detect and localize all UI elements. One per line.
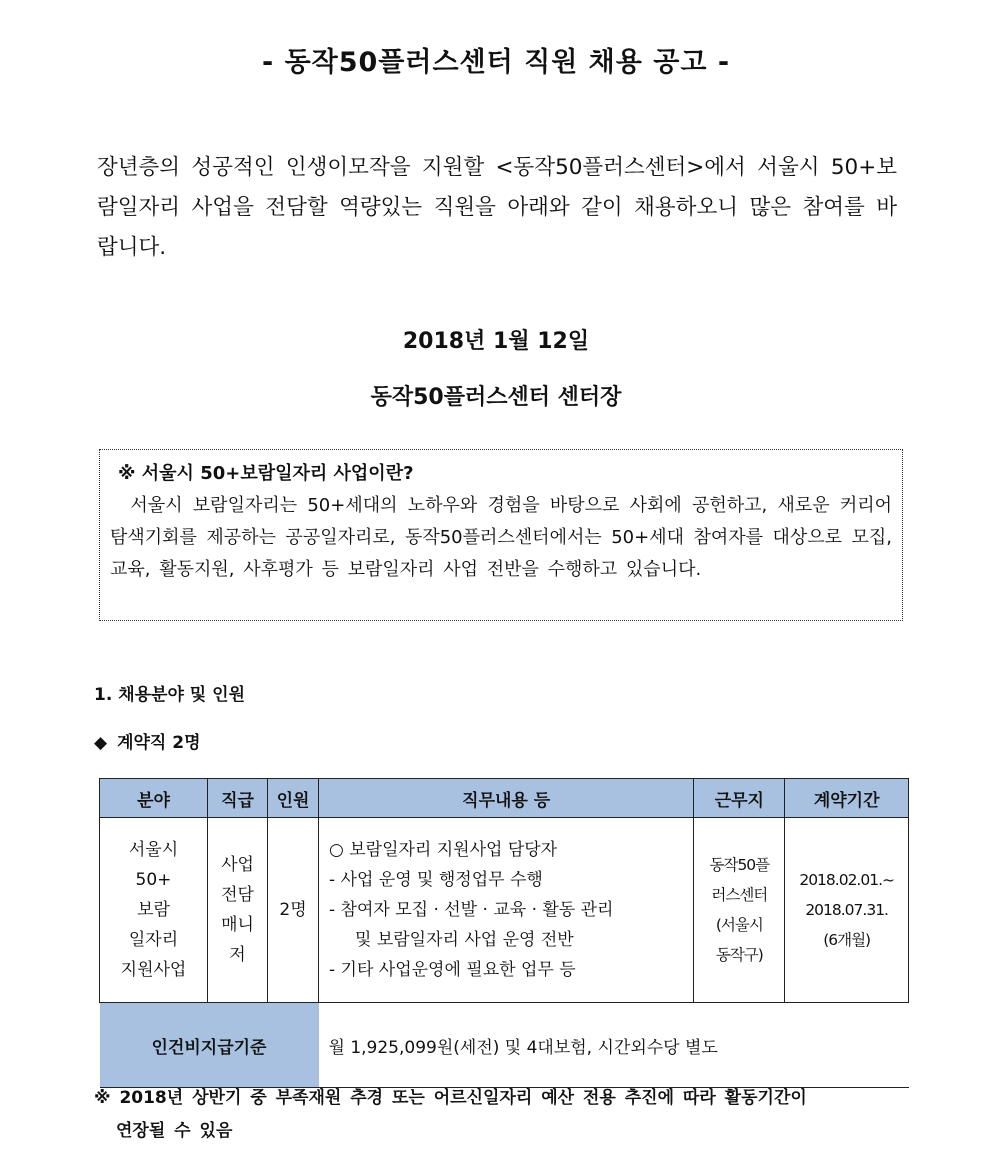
duty-line: - 참여자 모집 · 선발 · 교육 · 활동 관리 xyxy=(329,900,614,920)
duty-line: 및 보람일자리 사업 운영 전반 xyxy=(355,930,574,950)
cell-line: 러스센터 xyxy=(711,886,768,904)
header-field: 분야 xyxy=(100,779,208,818)
info-box xyxy=(99,449,903,621)
duty-line: - 사업 운영 및 행정업무 수행 xyxy=(329,870,543,890)
cell-count: 2명 xyxy=(268,818,319,1003)
cell-duties xyxy=(319,818,694,1003)
cell-line: 2018.02.01.~ xyxy=(799,871,894,889)
sub-heading-text: 계약직 2명 xyxy=(117,733,201,753)
cell-line: (6개월) xyxy=(823,931,871,949)
cell-line: 서울시 xyxy=(128,840,179,860)
pay-label: 인건비지급기준 xyxy=(100,1003,319,1088)
header-place: 근무지 xyxy=(694,779,785,818)
cell-line: 동작구) xyxy=(715,946,763,964)
header-count: 인원 xyxy=(268,779,319,818)
header-period: 계약기간 xyxy=(785,779,909,818)
table-row xyxy=(100,818,909,1003)
sub-heading xyxy=(94,728,201,753)
table-header-row xyxy=(100,779,909,818)
cell-line: (서울시 xyxy=(715,916,763,934)
diamond-bullet-icon: ◆ xyxy=(94,733,108,753)
cell-grade xyxy=(208,818,268,1003)
header-grade: 직급 xyxy=(208,779,268,818)
duty-line: ○ 보람일자리 지원사업 담당자 xyxy=(329,840,558,860)
pay-value: 월 1,925,099원(세전) 및 4대보험, 시간외수당 별도 xyxy=(319,1003,909,1088)
cell-line: 저 xyxy=(229,945,246,965)
footnote-line: 연장될 수 있음 xyxy=(116,1121,233,1141)
info-box-text: 서울시 보람일자리는 50+세대의 노하우와 경험을 바탕으로 사회에 공헌하고, 새로운 커리어 탐색기회를 제공하는 공공일자리로, 동작50플러스센터에서는 50+세대 참여자를 대상으로 모집, 교육, 활동지원, 사후평가 등 보람일자리 사업 전반을 수행하고 있습니다. xyxy=(110,495,892,580)
cell-line: 동작50플 xyxy=(709,856,770,874)
info-box-body xyxy=(110,490,892,586)
cell-line: 2018.07.31. xyxy=(805,901,888,919)
footnote xyxy=(94,1082,884,1148)
header-duties: 직무내용 등 xyxy=(319,779,694,818)
cell-line: 사업 xyxy=(221,855,254,875)
cell-line: 50+ xyxy=(135,870,172,890)
cell-line: 보람 xyxy=(137,900,170,920)
pay-row xyxy=(100,1003,909,1088)
footnote-line: ※ 2018년 상반기 중 부족재원 추경 또는 어르신일자리 예산 전용 추진에 따라 활동기간이 xyxy=(94,1088,807,1108)
info-box-title: ※ 서울시 50+보람일자리 사업이란? xyxy=(118,463,414,484)
signer: 동작50플러스센터 센터장 xyxy=(370,385,622,410)
cell-line: 매니 xyxy=(221,915,254,935)
cell-line: 전담 xyxy=(221,885,254,905)
cell-line: 지원사업 xyxy=(120,960,187,980)
cell-place xyxy=(694,818,785,1003)
cell-line: 일자리 xyxy=(128,930,179,950)
page-title: - 동작50플러스센터 직원 채용 공고 - xyxy=(261,47,731,78)
section-heading: 1. 채용분야 및 인원 xyxy=(94,685,245,705)
intro-paragraph: 장년층의 성공적인 인생이모작을 지원할 <동작50플러스센터>에서 서울시 50+보람일자리 사업을 전담할 역량있는 직원을 아래와 같이 채용하오니 많은 참여를 바랍니다. xyxy=(97,155,897,260)
recruitment-table xyxy=(99,778,909,1088)
cell-field xyxy=(100,818,208,1003)
announcement-date: 2018년 1월 12일 xyxy=(402,329,590,354)
duty-line: - 기타 사업운영에 필요한 업무 등 xyxy=(329,960,576,980)
cell-period xyxy=(785,818,909,1003)
